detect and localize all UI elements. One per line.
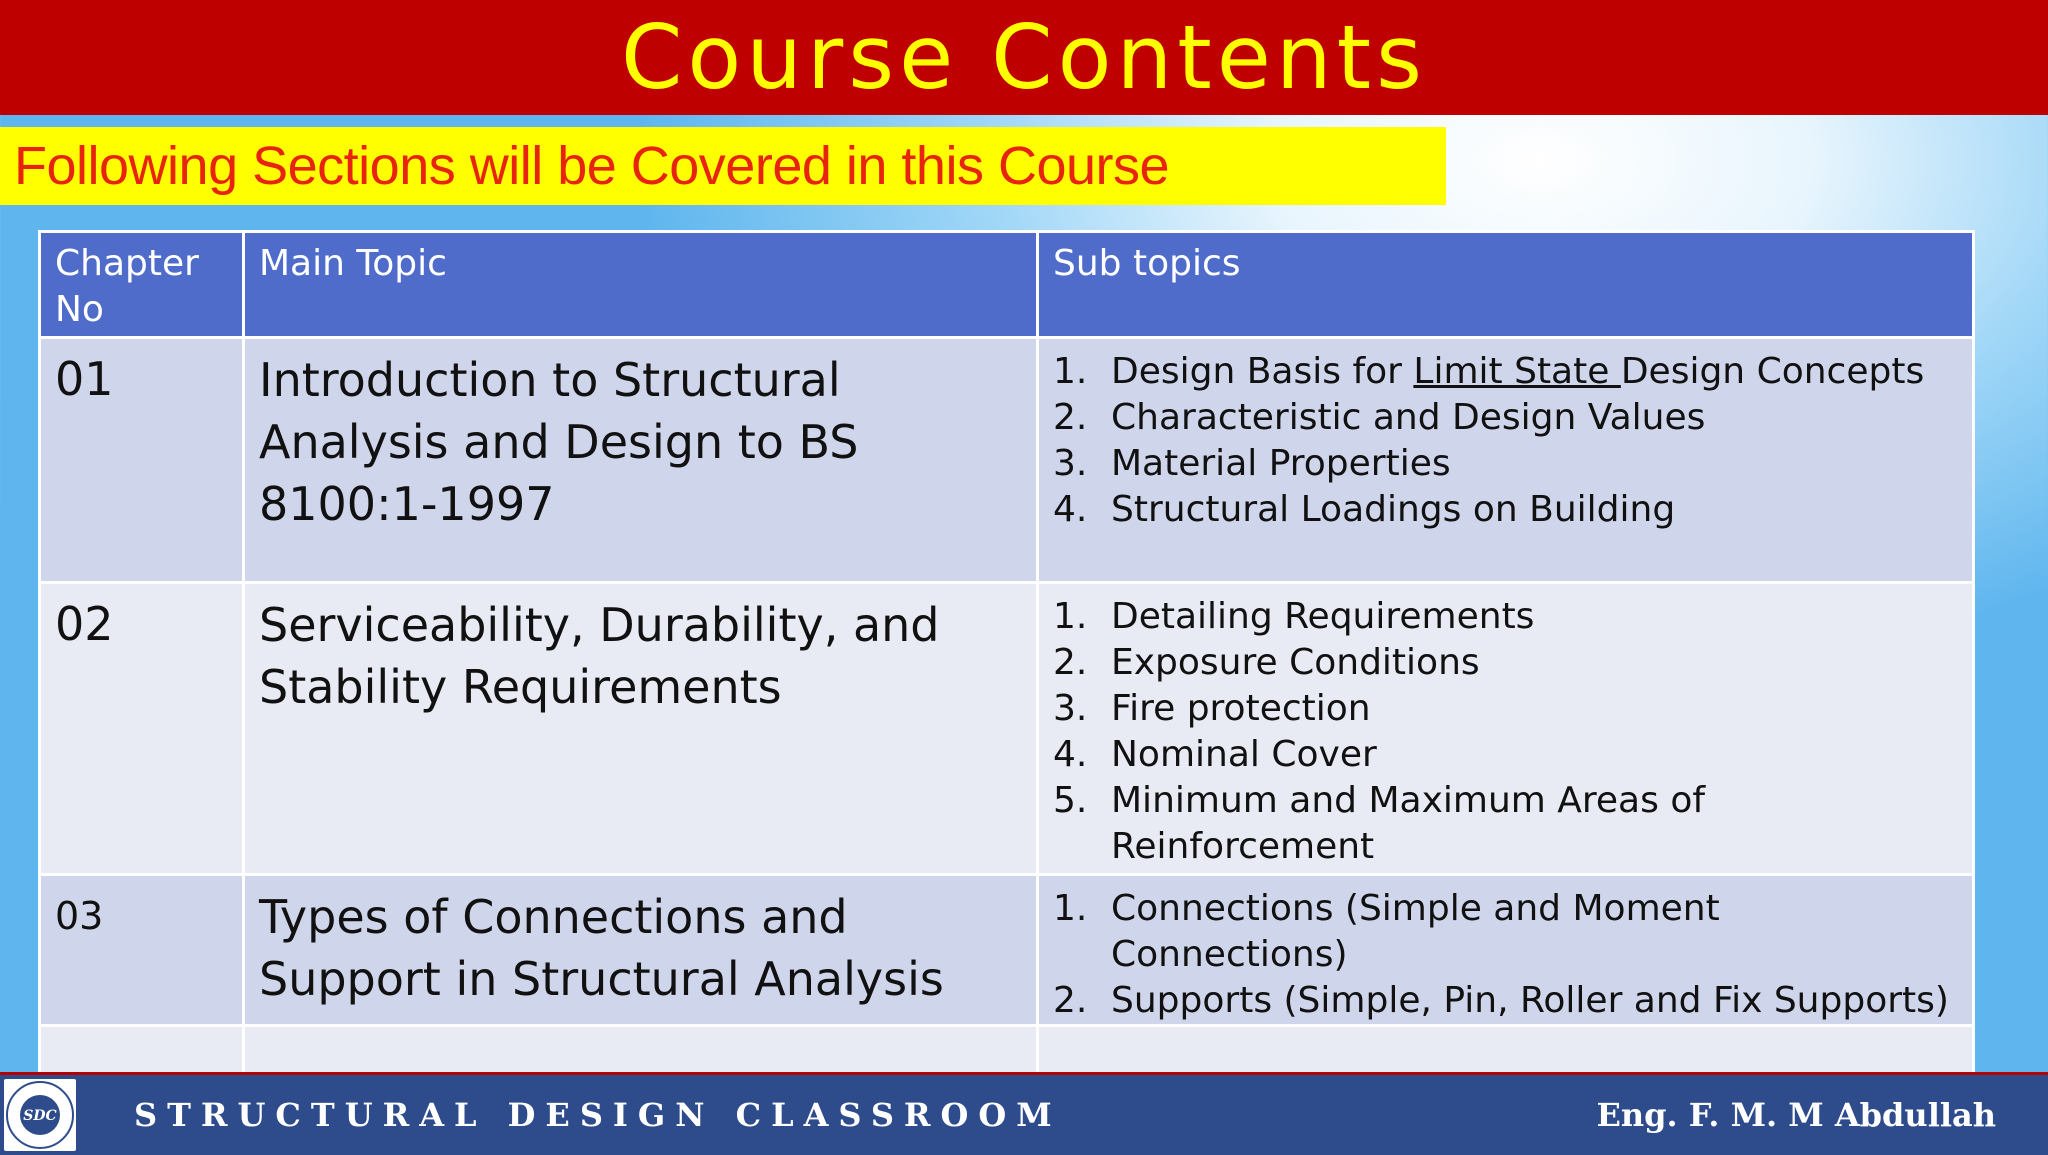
sub-topic-number: 5. bbox=[1053, 780, 1088, 821]
slide-title: Course Contents bbox=[620, 5, 1428, 109]
sub-topic-number: 1. bbox=[1053, 888, 1088, 929]
sub-topic-number: 2. bbox=[1053, 397, 1088, 438]
footer-bar bbox=[0, 1072, 2048, 1155]
sub-topic-text: Supports (Simple, Pin, Roller and Fix Supports) bbox=[1111, 980, 1949, 1021]
sub-topic-list bbox=[1053, 886, 1958, 1024]
header-main-topic: Main Topic bbox=[244, 232, 1038, 338]
sub-topic-item bbox=[1053, 441, 1958, 487]
sub-topic-number: 1. bbox=[1053, 596, 1088, 637]
sub-topic-text: Material Properties bbox=[1111, 443, 1451, 484]
sub-topic-item bbox=[1053, 594, 1958, 640]
logo-text: SDC bbox=[23, 1108, 57, 1124]
header-chapter-no: Chapter No bbox=[40, 232, 244, 338]
footer-brand: STRUCTURAL DESIGN CLASSROOM bbox=[134, 1096, 1062, 1134]
sub-topic-item bbox=[1053, 978, 1958, 1024]
sub-topic-text: Characteristic and Design Values bbox=[1111, 397, 1706, 438]
sub-topics-cell bbox=[1038, 338, 1974, 583]
sub-topic-text-post: Design Concepts bbox=[1620, 351, 1925, 392]
sub-topics-cell bbox=[1038, 583, 1974, 875]
sub-topic-item bbox=[1053, 778, 1958, 870]
sub-topic-number: 2. bbox=[1053, 642, 1088, 683]
sub-topic-text-underlined: Limit State bbox=[1413, 351, 1621, 392]
table-header-row bbox=[40, 232, 1974, 338]
sub-topic-number: 4. bbox=[1053, 489, 1088, 530]
sub-topic-item bbox=[1053, 886, 1958, 978]
sdc-logo bbox=[4, 1079, 76, 1151]
main-topic: Serviceability, Durability, and Stability Requirements bbox=[244, 583, 1038, 875]
sub-topic-number: 3. bbox=[1053, 688, 1088, 729]
sub-topic-item bbox=[1053, 640, 1958, 686]
course-contents-table bbox=[38, 230, 1975, 1107]
table-row bbox=[40, 583, 1974, 875]
sub-topic-text: Detailing Requirements bbox=[1111, 596, 1535, 637]
sub-topic-number: 4. bbox=[1053, 734, 1088, 775]
sub-topic-item bbox=[1053, 487, 1958, 533]
sub-topic-number: 1. bbox=[1053, 351, 1088, 392]
sub-topic-item bbox=[1053, 395, 1958, 441]
main-topic: Introduction to Structural Analysis and Design to BS 8100:1-1997 bbox=[244, 338, 1038, 583]
chapter-number: 02 bbox=[40, 583, 244, 875]
chapter-number: 01 bbox=[40, 338, 244, 583]
sub-topic-list bbox=[1053, 594, 1958, 870]
subtitle-text: Following Sections will be Covered in this Course bbox=[14, 136, 1170, 196]
sub-topic-list bbox=[1053, 349, 1958, 533]
sub-topic-item bbox=[1053, 349, 1958, 395]
header-sub-topics: Sub topics bbox=[1038, 232, 1974, 338]
title-bar bbox=[0, 0, 2048, 115]
sub-topic-number: 3. bbox=[1053, 443, 1088, 484]
sub-topic-text: Exposure Conditions bbox=[1111, 642, 1480, 683]
sub-topic-number: 2. bbox=[1053, 980, 1088, 1021]
sub-topic-item bbox=[1053, 732, 1958, 778]
sub-topic-text: Connections (Simple and Moment Connections) bbox=[1111, 888, 1720, 975]
sub-topic-item bbox=[1053, 686, 1958, 732]
sub-topic-text-pre: Design Basis for bbox=[1111, 351, 1414, 392]
sub-topic-text: Structural Loadings on Building bbox=[1111, 489, 1676, 530]
table-row bbox=[40, 338, 1974, 583]
sub-topic-text: Minimum and Maximum Areas of Reinforcement bbox=[1111, 780, 1706, 867]
sub-topic-text: Nominal Cover bbox=[1111, 734, 1377, 775]
sub-topic-text bbox=[1111, 349, 1924, 395]
chapter-number: 03 bbox=[40, 875, 244, 1026]
main-topic: Types of Connections and Support in Structural Analysis bbox=[244, 875, 1038, 1026]
sub-topics-cell bbox=[1038, 875, 1974, 1026]
subtitle-banner bbox=[0, 127, 1446, 205]
footer-author: Eng. F. M. M Abdullah bbox=[1596, 1096, 1996, 1134]
sub-topic-text: Fire protection bbox=[1111, 688, 1371, 729]
logo-seal-icon bbox=[4, 1079, 76, 1151]
table-row bbox=[40, 875, 1974, 1026]
